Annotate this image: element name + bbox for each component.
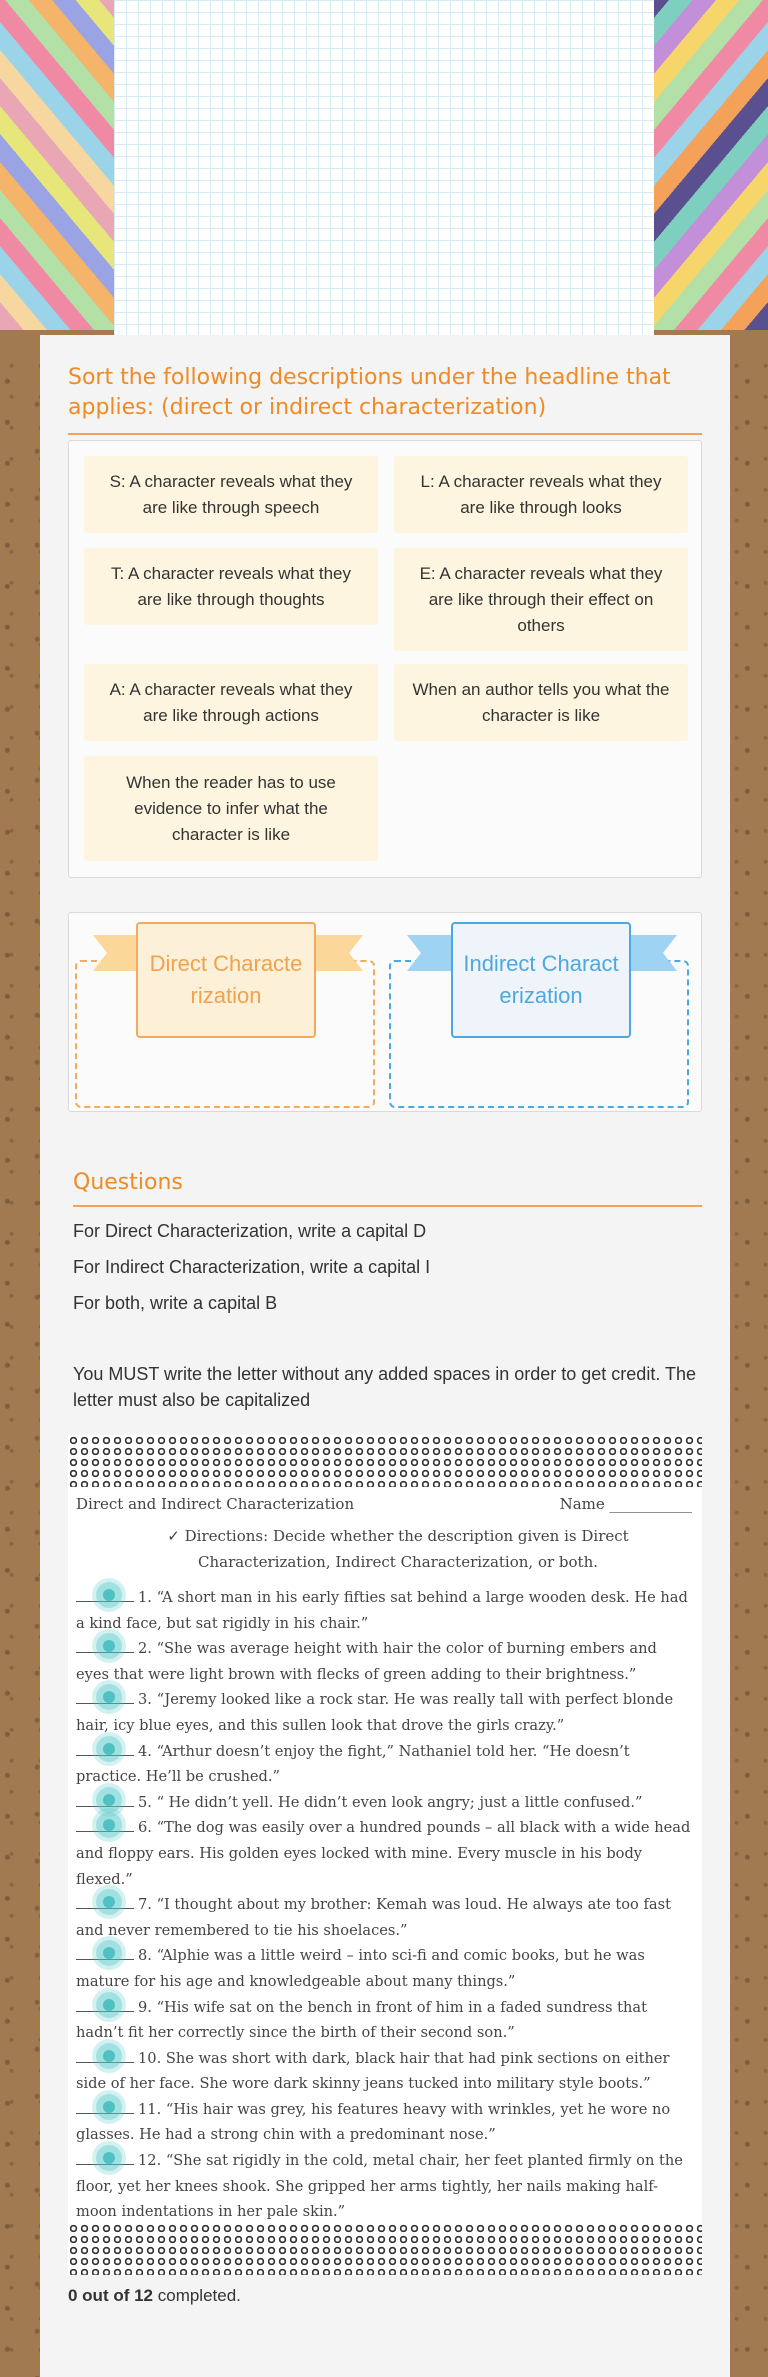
worksheet-item: 9. “His wife sat on the bench in front of him in a faded sundress that hadn’t fit her correctly since the birth of their second son.” [76, 1995, 694, 2046]
sorting-area [68, 912, 702, 1112]
questions-title: Questions [73, 1170, 702, 1207]
answer-pin-icon[interactable] [96, 1582, 122, 1608]
choice-pool [68, 440, 702, 878]
answer-pin-icon[interactable] [96, 2043, 122, 2069]
ribbon-right-icon [309, 935, 363, 971]
progress-count: 0 out of 12 [68, 2286, 154, 2305]
choice-card-actions[interactable]: A: A character reveals what they are like through actions [84, 664, 378, 741]
answer-blank[interactable] [76, 1946, 134, 1960]
header-banner [0, 0, 768, 360]
direct-bucket-label: Direct Characterization [136, 922, 316, 1038]
answer-blank[interactable] [76, 1818, 134, 1832]
worksheet-item: 5. “ He didn’t yell. He didn’t even look angry; just a little confused.” [76, 1790, 694, 1816]
instruction-note: You MUST write the letter without any added spaces in order to get credit. The letter must also be capitalized [73, 1364, 697, 1410]
worksheet-item: 6. “The dog was easily over a hundred pounds – all black with a wide head and floppy ears. His golden eyes locked with mine. Every muscle in his body flexed.” [76, 1815, 694, 1892]
worksheet-item: 10. She was short with dark, black hair that had pink sections on either side of her face. She wore dark skinny jeans tucked into military style boots.” [76, 2046, 694, 2097]
worksheet-directions: ✓ Directions: Decide whether the description given is Direct Characterization, Indirect Characterization, or both. [167, 1527, 629, 1571]
worksheet-item: 12. “She sat rigidly in the cold, metal chair, her feet planted firmly on the floor, yet her knees shook. She gripped her arms tightly, her nails making half-moon indentations in her pale skin.” [76, 2148, 694, 2225]
answer-pin-icon[interactable] [96, 2145, 122, 2171]
worksheet-item: 7. “I thought about my brother: Kemah was loud. He always ate too fast and never remembered to tie his shoelaces.” [76, 1892, 694, 1943]
choice-card-reader-infers[interactable]: When the reader has to use evidence to infer what the character is like [84, 756, 378, 861]
worksheet-item: 11. “His hair was grey, his features heavy with wrinkles, yet he wore no glasses. He had a strong chin with a predominant nose.” [76, 2097, 694, 2148]
worksheet-image [68, 1435, 702, 2275]
choice-card-effect[interactable]: E: A character reveals what they are like through their effect on others [394, 548, 688, 651]
choice-card-speech[interactable]: S: A character reveals what they are like through speech [84, 456, 378, 533]
answer-pin-icon[interactable] [96, 1787, 122, 1813]
answer-blank[interactable] [76, 1895, 134, 1909]
choice-card-author-tells[interactable]: When an author tells you what the character is like [394, 664, 688, 741]
progress-status [68, 2286, 241, 2306]
worksheet-item: 3. “Jeremy looked like a rock star. He was really tall with perfect blonde hair, icy blue eyes, and this sullen look that drove the girls crazy.” [76, 1687, 694, 1738]
worksheet-item: 4. “Arthur doesn’t enjoy the fight,” Nathaniel told her. “He doesn’t practice. He’ll be crushed.” [76, 1739, 694, 1790]
answer-pin-icon[interactable] [96, 1633, 122, 1659]
answer-blank[interactable] [76, 1998, 134, 2012]
content-sheet [40, 335, 730, 2377]
worksheet-item: 8. “Alphie was a little weird – into sci-fi and comic books, but he was mature for his age and knowledgeable about many things.” [76, 1943, 694, 1994]
answer-pin-icon[interactable] [96, 2094, 122, 2120]
answer-blank[interactable] [76, 1639, 134, 1653]
worksheet-title: Direct and Indirect Characterization [76, 1495, 355, 1513]
dot-border-top [68, 1435, 702, 1487]
answer-pin-icon[interactable] [96, 1684, 122, 1710]
answer-pin-icon[interactable] [96, 1940, 122, 1966]
ribbon-right-icon [623, 935, 677, 971]
answer-pin-icon[interactable] [96, 1736, 122, 1762]
worksheet-item-list [76, 1585, 694, 2225]
instruction-direct: For Direct Characterization, write a capital D [73, 1221, 427, 1241]
answer-blank[interactable] [76, 1793, 134, 1807]
instruction-both: For both, write a capital B [73, 1293, 278, 1313]
answer-pin-icon[interactable] [96, 1992, 122, 2018]
answer-pin-icon[interactable] [96, 1889, 122, 1915]
answer-blank[interactable] [76, 1588, 134, 1602]
worksheet-header [76, 1495, 692, 1513]
worksheet-item: 2. “She was average height with hair the color of burning embers and eyes that were light brown with flecks of green adding to their brightness.” [76, 1636, 694, 1687]
indirect-bucket-label: Indirect Characterization [451, 922, 631, 1038]
graph-paper-background [114, 0, 654, 335]
question-heading: Sort the following descriptions under the headline that applies: (direct or indirect characterization) [68, 363, 702, 435]
answer-blank[interactable] [76, 2049, 134, 2063]
answer-blank[interactable] [76, 1742, 134, 1756]
instruction-indirect: For Indirect Characterization, write a capital I [73, 1257, 431, 1277]
answer-blank[interactable] [76, 2100, 134, 2114]
choice-card-looks[interactable]: L: A character reveals what they are like through looks [394, 456, 688, 533]
answer-pin-icon[interactable] [96, 1812, 122, 1838]
answer-blank[interactable] [76, 1690, 134, 1704]
choice-card-thoughts[interactable]: T: A character reveals what they are like through thoughts [84, 548, 378, 625]
dot-border-bottom [68, 2223, 702, 2275]
answer-blank[interactable] [76, 2151, 134, 2165]
chevron-pattern-right [654, 0, 768, 330]
worksheet-name-line: Name ___________ [559, 1495, 692, 1513]
chevron-pattern-left [0, 0, 114, 330]
worksheet-item: 1. “A short man in his early fifties sat behind a large wooden desk. He had a kind face, but sat rigidly in his chair.” [76, 1585, 694, 1636]
progress-suffix: completed. [153, 2286, 241, 2305]
